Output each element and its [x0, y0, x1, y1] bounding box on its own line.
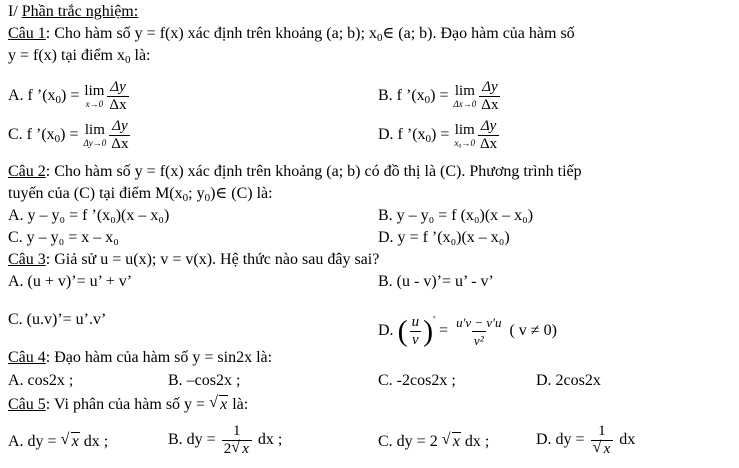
frac-num: Δy	[480, 117, 497, 134]
sqrt-x	[593, 441, 612, 458]
radicand: x	[71, 433, 79, 450]
q3-d-condition: ( v ≠ 0)	[509, 322, 557, 339]
q5-c-pre: C. dy = 2	[378, 433, 442, 450]
frac-num: 1	[598, 422, 606, 439]
q2-stem-line1	[8, 163, 734, 181]
q4-label: Câu 4	[8, 349, 46, 366]
radicand: x	[220, 396, 228, 413]
q3-d-label: D.	[378, 322, 394, 339]
q2-sub0: 0	[182, 192, 189, 204]
sqrt-x	[61, 422, 80, 462]
q1-c-frac	[109, 118, 130, 153]
q2-text1: : Cho hàm số y = f(x) xác định trên khoảng (a; b) có đồ thị là (C). Phương trình tiếp	[45, 163, 582, 180]
prime-mark: '	[433, 314, 436, 326]
frac-den: Δx	[111, 135, 129, 152]
q5-a-post: dx ;	[79, 433, 109, 450]
q1-sub0b: 0	[125, 54, 131, 66]
q1-option-d[interactable]	[378, 115, 501, 155]
sqrt-x	[209, 396, 228, 414]
q1-text4: là:	[130, 47, 151, 64]
q1-a-frac	[107, 79, 128, 114]
q5-text-end: là:	[228, 396, 249, 413]
q5-c-post: dx ;	[460, 433, 490, 450]
q3-option-a[interactable]: A. (u + v)’= u’ + v’	[8, 273, 133, 290]
q3-option-b[interactable]: B. (u - v)’= u’ - v’	[378, 273, 494, 290]
q1-a-pre: A. f ’(x	[8, 87, 56, 104]
q3-option-c[interactable]: C. (u.v)’= u’.v’	[8, 311, 107, 328]
q2-text2c: )∈ (C) là:	[210, 185, 273, 202]
q2-option-c[interactable]: C. y – y₀ = x – x₀	[8, 229, 119, 246]
frac-den: v	[411, 331, 419, 348]
q1-text2: ∈ (a; b). Đạo hàm của hàm số	[382, 25, 575, 42]
q4-stem	[8, 349, 272, 367]
q5-option-c[interactable]	[378, 422, 489, 462]
radicand: x	[603, 440, 611, 457]
q3-d-result-frac	[454, 314, 503, 349]
lim-word: lim	[84, 121, 105, 138]
q3-label: Câu 3	[8, 251, 46, 268]
frac-num: Δy	[112, 117, 128, 134]
q3-text: : Giả sử u = u(x); v = v(x). Hệ thức nào sau đây sai?	[45, 251, 380, 268]
q2-stem-line2	[8, 185, 273, 203]
q2-label: Câu 2	[8, 163, 46, 180]
lim-sub: Δy→0	[83, 137, 107, 148]
q1-a-sub: 0	[55, 94, 62, 106]
q5-stem	[8, 396, 248, 414]
lim-word: lim	[454, 82, 475, 99]
q1-a-lim	[84, 84, 104, 109]
frac-den: v²	[473, 332, 484, 348]
q3-d-uv-frac	[410, 314, 422, 349]
q3-option-d[interactable]	[378, 297, 557, 348]
q1-d-mid: ) =	[431, 126, 454, 143]
frac-den: Δx	[480, 135, 498, 152]
q5-option-a[interactable]	[8, 422, 108, 462]
frac-den	[591, 440, 614, 458]
right-paren: )	[423, 314, 434, 348]
q1-b-sub: 0	[424, 94, 431, 106]
section-title-text: Phần trắc nghiệm:	[21, 3, 139, 20]
q1-text3: y = f(x) tại điểm x	[8, 47, 125, 64]
q4-option-a[interactable]: A. cos2x ;	[8, 372, 74, 389]
equals: =	[439, 322, 449, 339]
frac-num: u'v − v'u	[456, 314, 502, 330]
q4-option-b[interactable]: B. –cos2x ;	[168, 372, 241, 389]
q1-b-pre: B. f ’(x	[378, 87, 425, 104]
q1-b-mid: ) =	[430, 87, 453, 104]
q2-option-d[interactable]: D. y = f ’(x₀)(x – x₀)	[378, 229, 510, 246]
q1-d-frac	[478, 118, 499, 153]
q1-c-pre: C. f ’(x	[8, 126, 55, 143]
lim-sub: x→0	[85, 98, 104, 109]
q2-text2: tuyến của (C) tại điểm M(x	[8, 185, 183, 202]
q1-d-lim	[454, 123, 475, 148]
q5-b-frac	[222, 423, 252, 458]
q4-option-c[interactable]: C. -2cos2x ;	[378, 372, 456, 389]
section-title	[8, 3, 138, 21]
q4-option-d[interactable]: D. 2cos2x	[536, 372, 601, 389]
q5-option-d[interactable]	[536, 418, 635, 462]
q5-text: : Vi phân của hàm số y =	[45, 396, 210, 413]
q1-d-pre: D. f ’(x	[378, 126, 426, 143]
lim-word: lim	[454, 121, 475, 138]
frac-den: Δx	[481, 96, 499, 113]
sqrt-x	[442, 422, 461, 462]
radicand: x	[242, 440, 249, 457]
q1-b-lim	[454, 84, 477, 109]
q1-option-a[interactable]	[8, 76, 131, 116]
lim-word: lim	[84, 82, 105, 99]
q2-text2b: ; y	[188, 185, 205, 202]
den-coef: 2	[223, 440, 232, 457]
q1-sub0: 0	[376, 32, 383, 44]
q1-c-lim	[84, 123, 107, 148]
q1-stem-line2	[8, 47, 151, 65]
lim-sub: x₀→0	[454, 137, 476, 148]
q5-label: Câu 5	[8, 396, 46, 413]
radicand: x	[452, 433, 460, 450]
q5-d-frac	[591, 423, 614, 458]
section-roman: I/	[8, 3, 22, 20]
left-paren: (	[397, 314, 408, 348]
q1-a-mid: ) =	[61, 87, 84, 104]
q1-text1: : Cho hàm số y = f(x) xác định trên khoảng (a; b); x	[45, 25, 377, 42]
q5-b-post: dx ;	[253, 431, 283, 448]
q1-b-frac	[479, 79, 500, 114]
sqrt-x	[231, 441, 250, 458]
q5-d-pre: D. dy =	[536, 431, 589, 448]
q5-a-pre: A. dy =	[8, 433, 61, 450]
q1-d-sub: 0	[425, 133, 432, 145]
q4-text: : Đạo hàm của hàm số y = sin2x là:	[45, 349, 273, 366]
q1-label: Câu 1	[8, 25, 46, 42]
frac-num: 1	[233, 422, 241, 439]
frac-num: Δy	[482, 78, 498, 95]
q1-option-c[interactable]	[8, 115, 132, 155]
q5-b-pre: B. dy =	[168, 431, 220, 448]
q1-c-mid: ) =	[60, 126, 83, 143]
lim-sub: Δx→0	[453, 98, 477, 109]
frac-den	[222, 440, 252, 458]
q5-d-post: dx	[615, 431, 636, 448]
frac-den: Δx	[109, 96, 127, 113]
q1-stem-line1	[8, 25, 575, 43]
q5-option-b[interactable]	[168, 418, 282, 462]
q1-c-sub: 0	[54, 133, 61, 145]
q2-option-b[interactable]: B. y – y₀ = f (x₀)(x – x₀)	[378, 207, 534, 224]
q1-option-b[interactable]	[378, 76, 502, 116]
frac-num: Δy	[110, 78, 126, 95]
q2-option-a[interactable]: A. y – y₀ = f ’(x₀)(x – x₀)	[8, 207, 170, 224]
q3-stem	[8, 251, 379, 269]
frac-num: u	[411, 313, 420, 330]
q2-sub0b: 0	[204, 192, 211, 204]
